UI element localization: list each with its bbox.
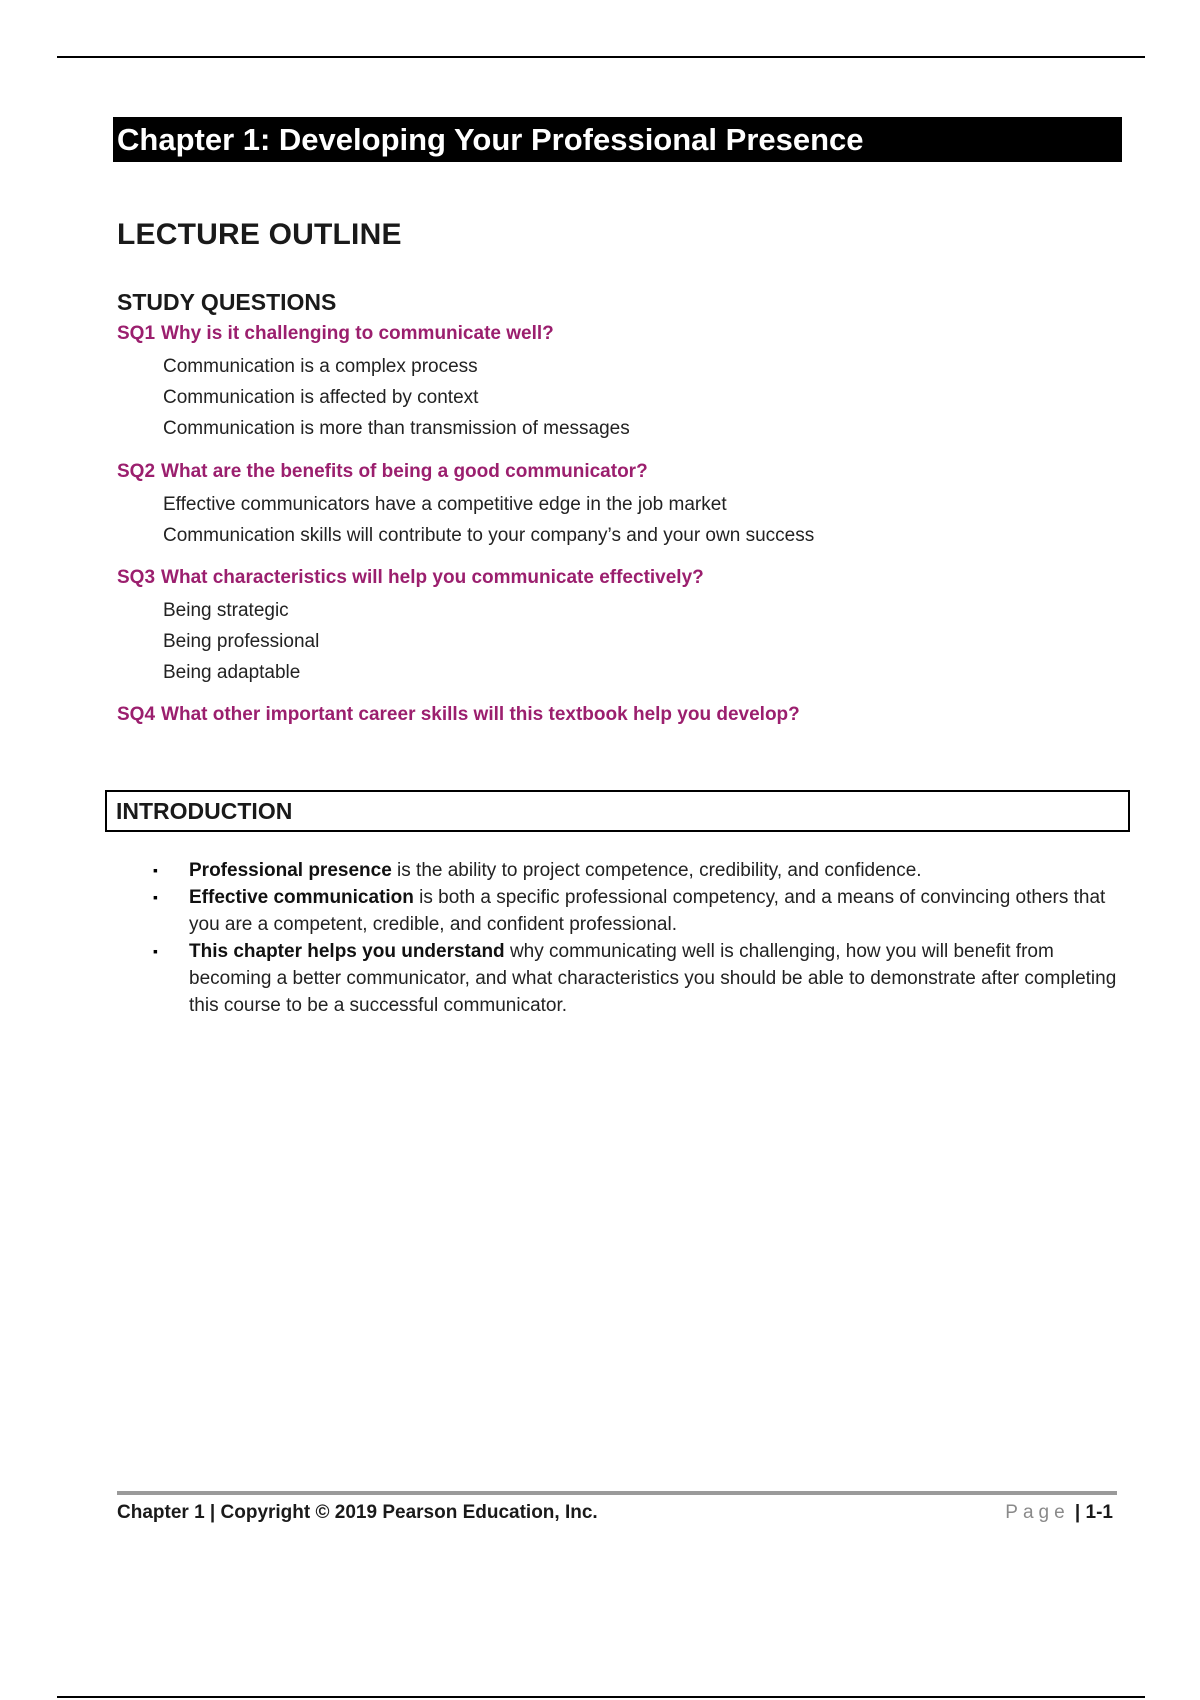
introduction-bullet [150, 938, 1125, 1019]
footer-page-info [1005, 1502, 1113, 1524]
study-question-point: Communication skills will contribute to your company’s and your own success [163, 525, 815, 546]
footer-page-word: Page [1005, 1502, 1070, 1523]
footer-page-number: 1-1 [1085, 1502, 1113, 1523]
bullet-text: is both a specific professional competency, and a means of convincing others that you are a competent, credible, and confident professional. [189, 887, 1106, 935]
study-question-number: SQ3 [117, 567, 156, 588]
top-rule [57, 56, 1145, 58]
study-question-point: Communication is affected by context [163, 387, 479, 408]
study-question-header [117, 321, 1117, 347]
bottom-rule [57, 1696, 1145, 1698]
study-question-point: Communication is a complex process [163, 356, 478, 377]
study-question-number: SQ1 [117, 323, 156, 344]
study-question-header [117, 565, 1117, 591]
study-question-point: Effective communicators have a competitive edge in the job market [163, 494, 727, 515]
study-question-text: What characteristics will help you communicate effectively? [161, 567, 704, 588]
introduction-bullets [150, 857, 1125, 1019]
bullet-term: This chapter helps you understand [189, 941, 505, 962]
bullet-marker: ▪ [153, 862, 158, 878]
study-question-4 [117, 702, 1117, 728]
bullet-text: is the ability to project competence, credibility, and confidence. [391, 860, 922, 881]
bullet-term: Effective communication [189, 887, 414, 908]
introduction-bullet [150, 857, 1125, 884]
study-question-header [117, 702, 1117, 728]
introduction-bullet [150, 884, 1125, 938]
study-question-text: Why is it challenging to communicate well? [161, 323, 554, 344]
footer-separator: | [1069, 1502, 1086, 1523]
study-question-point: Being professional [163, 631, 320, 652]
study-question-2 [117, 459, 1117, 551]
study-question-text: What are the benefits of being a good communicator? [161, 461, 648, 482]
study-question-points [163, 489, 1117, 551]
study-question-3 [117, 565, 1117, 688]
study-question-points [163, 351, 1117, 444]
bullet-marker: ▪ [153, 889, 158, 905]
study-question-number: SQ4 [117, 704, 156, 725]
footer-copyright: Chapter 1 | Copyright © 2019 Pearson Education, Inc. [117, 1502, 598, 1523]
study-question-points [163, 595, 1117, 688]
chapter-title: Chapter 1: Developing Your Professional Presence [113, 117, 1122, 162]
study-question-point: Being strategic [163, 600, 289, 621]
study-question-point: Being adaptable [163, 662, 301, 683]
study-question-1 [117, 321, 1117, 444]
bullet-marker: ▪ [153, 943, 158, 959]
study-questions-heading: STUDY QUESTIONS [117, 289, 337, 315]
study-question-header [117, 459, 1117, 485]
bullet-term: Professional presence [189, 860, 392, 881]
lecture-outline-heading: LECTURE OUTLINE [117, 218, 402, 251]
bullet-text: why communicating well is challenging, how you will benefit from becoming a better communicator, and what characteristics you should be able to demonstrate after completing this course to be a successful communicator. [189, 941, 1117, 1016]
study-question-text: What other important career skills will this textbook help you develop? [161, 704, 800, 725]
study-question-point: Communication is more than transmission of messages [163, 418, 630, 439]
study-question-number: SQ2 [117, 461, 156, 482]
footer-rule [117, 1491, 1117, 1495]
introduction-heading: INTRODUCTION [105, 790, 1130, 832]
